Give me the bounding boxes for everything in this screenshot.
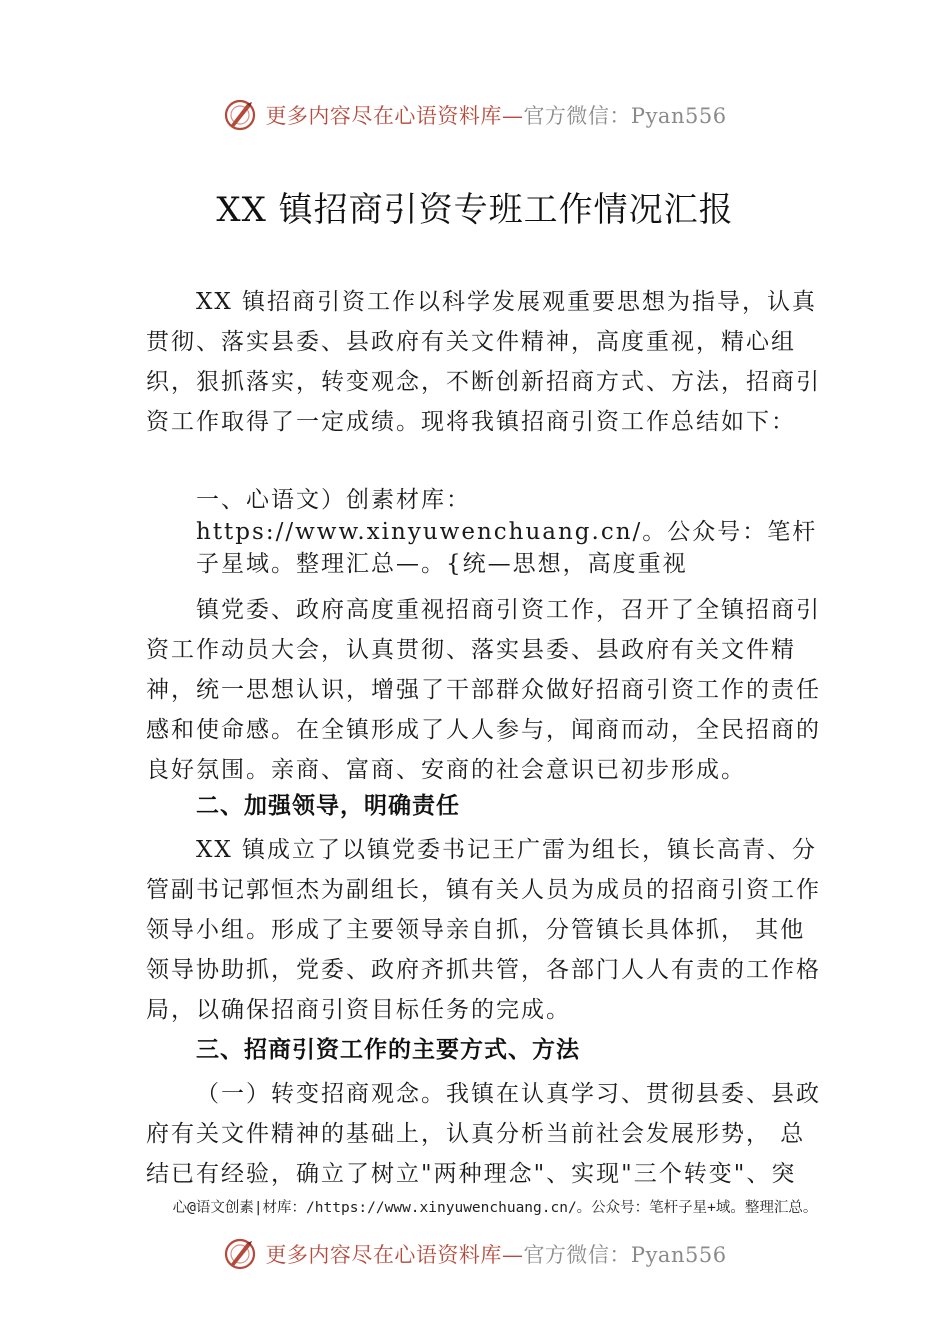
paragraph-section-3-body: （一）转变招商观念。我镇在认真学习、贯彻县委、县政府有关文件精神的基础上，认真分析当前社会发展形势， 总结已有经验，确立了树立"两种理念"、实现"三个转变"、突 [146,1081,821,1187]
paragraph-section-2-body: XX 镇成立了以镇党委书记王广雷为组长，镇长高青、分管副书记郭恒杰为副组长，镇有关人员为成员的招商引资工作领导小组。形成了主要领导亲自抓，分管镇长具体抓， 其他领导协助抓，党委、政府齐抓共管，各部门人人有责的工作格局，以确保招商引资目标任务的完成。 [146,837,821,1023]
paragraph-section-1-heading: 一、心语文）创素材库：https://www.xinyuwenchuang.cn/。公众号：笔杆子星域。整理汇总—。{统—思想，高度重视 [196,487,818,577]
footer-note: 心@语文创素|材库：/https://www.xinyuwenchuang.cn/。公众号：笔杆子星+域。整理汇总。 [172,1200,818,1216]
paragraph-intro: XX 镇招商引资工作以科学发展观重要思想为指导，认真贯彻、落实县委、县政府有关文件精神，高度重视，精心组织，狠抓落实，转变观念，不断创新招商方式、方法，招商引资工作取得了一定成绩。现将我镇招商引资工作总结如下： [146,289,821,435]
section-heading-3: 三、招商引资工作的主要方式、方法 [196,1037,580,1063]
paragraph-section-1-body: 镇党委、政府高度重视招商引资工作，召开了全镇招商引资工作动员大会，认真贯彻、落实县委、县政府有关文件精神，统一思想认识，增强了干部群众做好招商引资工作的责任感和使命感。在全镇形成了人人参与，闻商而动，全民招商的良好氛围。亲商、富商、安商的社会意识已初步形成。 [146,597,821,783]
pen-in-circle-logo-icon [223,98,257,132]
banner-main-text: 更多内容尽在心语资料库—官方微信：Pyan556 [265,104,727,128]
banner-wechat-text: 官方微信：Pyan556 [523,104,727,128]
banner-wechat-text: 官方微信：Pyan556 [523,1243,727,1267]
section-heading-2: 二、加强领导，明确责任 [196,793,460,819]
document-title: XX 镇招商引资专班工作情况汇报 [216,190,734,230]
top-banner [0,93,950,137]
banner-main-text: 更多内容尽在心语资料库—官方微信：Pyan556 [265,1243,727,1267]
pen-in-circle-logo-icon [223,1237,257,1271]
bottom-banner [0,1232,950,1276]
